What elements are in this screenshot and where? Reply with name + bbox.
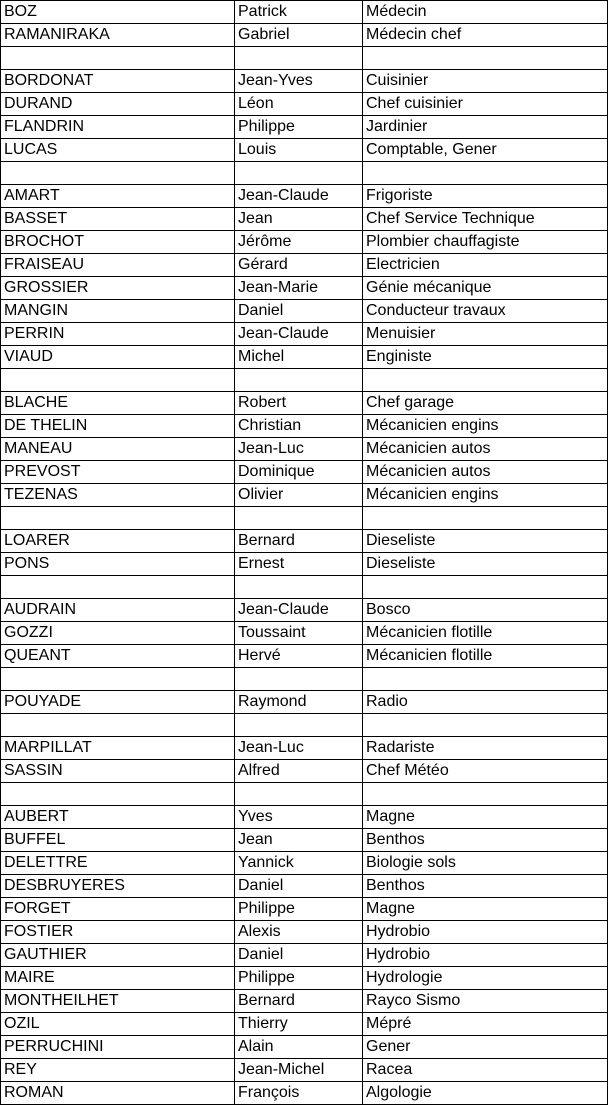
surname-cell: MONTHEILHET [1, 990, 235, 1013]
surname-cell [1, 668, 235, 691]
personnel-table-body [1, 1, 608, 1105]
surname-cell: GAUTHIER [1, 944, 235, 967]
table-row [1, 852, 608, 875]
blank-separator-row [1, 369, 608, 392]
role-cell: Médecin [363, 1, 608, 24]
role-cell: Mécanicien engins [363, 484, 608, 507]
table-row [1, 806, 608, 829]
role-cell: Benthos [363, 875, 608, 898]
surname-cell: VIAUD [1, 346, 235, 369]
role-cell: Electricien [363, 254, 608, 277]
first-name-cell: Philippe [235, 898, 363, 921]
surname-cell: FOSTIER [1, 921, 235, 944]
role-cell: Hydrobio [363, 921, 608, 944]
blank-separator-row [1, 47, 608, 70]
surname-cell: GROSSIER [1, 277, 235, 300]
surname-cell [1, 47, 235, 70]
surname-cell [1, 576, 235, 599]
first-name-cell: Jean-Claude [235, 185, 363, 208]
table-row [1, 1059, 608, 1082]
first-name-cell: Alexis [235, 921, 363, 944]
table-row [1, 300, 608, 323]
first-name-cell: Philippe [235, 967, 363, 990]
role-cell: Magne [363, 898, 608, 921]
first-name-cell: Léon [235, 93, 363, 116]
role-cell: Gener [363, 1036, 608, 1059]
table-row [1, 254, 608, 277]
surname-cell: BASSET [1, 208, 235, 231]
role-cell: Benthos [363, 829, 608, 852]
table-row [1, 645, 608, 668]
first-name-cell [235, 714, 363, 737]
role-cell: Chef cuisinier [363, 93, 608, 116]
surname-cell: FORGET [1, 898, 235, 921]
table-row [1, 622, 608, 645]
role-cell: Bosco [363, 599, 608, 622]
role-cell: Hydrologie [363, 967, 608, 990]
surname-cell: DESBRUYERES [1, 875, 235, 898]
table-row [1, 737, 608, 760]
role-cell: Menuisier [363, 323, 608, 346]
first-name-cell: Gabriel [235, 24, 363, 47]
table-row [1, 70, 608, 93]
first-name-cell: Toussaint [235, 622, 363, 645]
role-cell: Biologie sols [363, 852, 608, 875]
table-row [1, 24, 608, 47]
first-name-cell: François [235, 1082, 363, 1105]
surname-cell: BORDONAT [1, 70, 235, 93]
blank-separator-row [1, 783, 608, 806]
role-cell: Dieseliste [363, 530, 608, 553]
surname-cell: DURAND [1, 93, 235, 116]
first-name-cell: Jean [235, 829, 363, 852]
surname-cell: SASSIN [1, 760, 235, 783]
surname-cell [1, 783, 235, 806]
surname-cell: MARPILLAT [1, 737, 235, 760]
role-cell: Mécanicien flotille [363, 622, 608, 645]
blank-separator-row [1, 507, 608, 530]
surname-cell: OZIL [1, 1013, 235, 1036]
first-name-cell: Jean-Yves [235, 70, 363, 93]
surname-cell: LUCAS [1, 139, 235, 162]
first-name-cell: Jean-Michel [235, 1059, 363, 1082]
surname-cell: BLACHE [1, 392, 235, 415]
role-cell: Magne [363, 806, 608, 829]
surname-cell: BROCHOT [1, 231, 235, 254]
first-name-cell: Gérard [235, 254, 363, 277]
table-row [1, 829, 608, 852]
surname-cell: FRAISEAU [1, 254, 235, 277]
table-row [1, 116, 608, 139]
table-row [1, 461, 608, 484]
first-name-cell [235, 668, 363, 691]
surname-cell [1, 369, 235, 392]
role-cell [363, 507, 608, 530]
surname-cell: POUYADE [1, 691, 235, 714]
table-row [1, 760, 608, 783]
first-name-cell: Daniel [235, 300, 363, 323]
role-cell [363, 576, 608, 599]
first-name-cell: Ernest [235, 553, 363, 576]
role-cell [363, 668, 608, 691]
surname-cell [1, 507, 235, 530]
first-name-cell: Raymond [235, 691, 363, 714]
table-row [1, 438, 608, 461]
first-name-cell: Alfred [235, 760, 363, 783]
table-row [1, 231, 608, 254]
surname-cell: PERRUCHINI [1, 1036, 235, 1059]
table-row [1, 990, 608, 1013]
table-row [1, 484, 608, 507]
role-cell: Enginiste [363, 346, 608, 369]
role-cell [363, 714, 608, 737]
surname-cell [1, 162, 235, 185]
table-row [1, 346, 608, 369]
first-name-cell: Hervé [235, 645, 363, 668]
blank-separator-row [1, 668, 608, 691]
first-name-cell: Bernard [235, 530, 363, 553]
blank-separator-row [1, 162, 608, 185]
surname-cell: PONS [1, 553, 235, 576]
first-name-cell: Jean-Claude [235, 323, 363, 346]
role-cell: Chef Météo [363, 760, 608, 783]
table-row [1, 875, 608, 898]
role-cell: Chef garage [363, 392, 608, 415]
first-name-cell: Thierry [235, 1013, 363, 1036]
first-name-cell: Philippe [235, 116, 363, 139]
role-cell: Mécanicien flotille [363, 645, 608, 668]
table-row [1, 208, 608, 231]
first-name-cell: Michel [235, 346, 363, 369]
surname-cell: AMART [1, 185, 235, 208]
surname-cell: DE THELIN [1, 415, 235, 438]
table-row [1, 93, 608, 116]
role-cell: Rayco Sismo [363, 990, 608, 1013]
first-name-cell: Alain [235, 1036, 363, 1059]
surname-cell: AUBERT [1, 806, 235, 829]
first-name-cell: Christian [235, 415, 363, 438]
role-cell [363, 162, 608, 185]
role-cell: Frigoriste [363, 185, 608, 208]
surname-cell: RAMANIRAKA [1, 24, 235, 47]
first-name-cell: Louis [235, 139, 363, 162]
first-name-cell: Olivier [235, 484, 363, 507]
first-name-cell: Jérôme [235, 231, 363, 254]
role-cell: Algologie [363, 1082, 608, 1105]
first-name-cell: Jean-Luc [235, 438, 363, 461]
surname-cell [1, 714, 235, 737]
surname-cell: PERRIN [1, 323, 235, 346]
role-cell: Dieseliste [363, 553, 608, 576]
role-cell: Mécanicien autos [363, 461, 608, 484]
surname-cell: MAIRE [1, 967, 235, 990]
first-name-cell: Bernard [235, 990, 363, 1013]
role-cell: Comptable, Gener [363, 139, 608, 162]
first-name-cell: Patrick [235, 1, 363, 24]
surname-cell: BOZ [1, 1, 235, 24]
role-cell: Conducteur travaux [363, 300, 608, 323]
role-cell [363, 783, 608, 806]
first-name-cell [235, 507, 363, 530]
first-name-cell [235, 576, 363, 599]
surname-cell: ROMAN [1, 1082, 235, 1105]
role-cell: Radio [363, 691, 608, 714]
table-row [1, 1, 608, 24]
first-name-cell [235, 783, 363, 806]
first-name-cell: Yannick [235, 852, 363, 875]
table-row [1, 415, 608, 438]
table-row [1, 921, 608, 944]
blank-separator-row [1, 714, 608, 737]
role-cell: Radariste [363, 737, 608, 760]
role-cell: Génie mécanique [363, 277, 608, 300]
surname-cell: LOARER [1, 530, 235, 553]
first-name-cell: Yves [235, 806, 363, 829]
table-row [1, 1013, 608, 1036]
role-cell: Mécanicien engins [363, 415, 608, 438]
surname-cell: BUFFEL [1, 829, 235, 852]
first-name-cell: Dominique [235, 461, 363, 484]
first-name-cell: Daniel [235, 875, 363, 898]
surname-cell: QUEANT [1, 645, 235, 668]
role-cell [363, 369, 608, 392]
first-name-cell [235, 162, 363, 185]
table-row [1, 553, 608, 576]
surname-cell: AUDRAIN [1, 599, 235, 622]
first-name-cell: Jean-Claude [235, 599, 363, 622]
role-cell: Plombier chauffagiste [363, 231, 608, 254]
first-name-cell [235, 47, 363, 70]
surname-cell: MANGIN [1, 300, 235, 323]
role-cell: Mépré [363, 1013, 608, 1036]
surname-cell: PREVOST [1, 461, 235, 484]
first-name-cell: Jean-Luc [235, 737, 363, 760]
first-name-cell: Jean-Marie [235, 277, 363, 300]
table-row [1, 1036, 608, 1059]
surname-cell: REY [1, 1059, 235, 1082]
table-row [1, 185, 608, 208]
role-cell: Chef Service Technique [363, 208, 608, 231]
table-row [1, 944, 608, 967]
role-cell: Jardinier [363, 116, 608, 139]
table-row [1, 898, 608, 921]
table-row [1, 967, 608, 990]
table-row [1, 139, 608, 162]
first-name-cell [235, 369, 363, 392]
table-row [1, 323, 608, 346]
table-row [1, 599, 608, 622]
surname-cell: TEZENAS [1, 484, 235, 507]
table-row [1, 530, 608, 553]
role-cell: Mécanicien autos [363, 438, 608, 461]
surname-cell: FLANDRIN [1, 116, 235, 139]
role-cell: Cuisinier [363, 70, 608, 93]
role-cell [363, 47, 608, 70]
role-cell: Médecin chef [363, 24, 608, 47]
role-cell: Hydrobio [363, 944, 608, 967]
first-name-cell: Robert [235, 392, 363, 415]
role-cell: Racea [363, 1059, 608, 1082]
surname-cell: GOZZI [1, 622, 235, 645]
table-row [1, 392, 608, 415]
table-row [1, 277, 608, 300]
table-row [1, 691, 608, 714]
surname-cell: DELETTRE [1, 852, 235, 875]
first-name-cell: Daniel [235, 944, 363, 967]
table-row [1, 1082, 608, 1105]
first-name-cell: Jean [235, 208, 363, 231]
blank-separator-row [1, 576, 608, 599]
surname-cell: MANEAU [1, 438, 235, 461]
